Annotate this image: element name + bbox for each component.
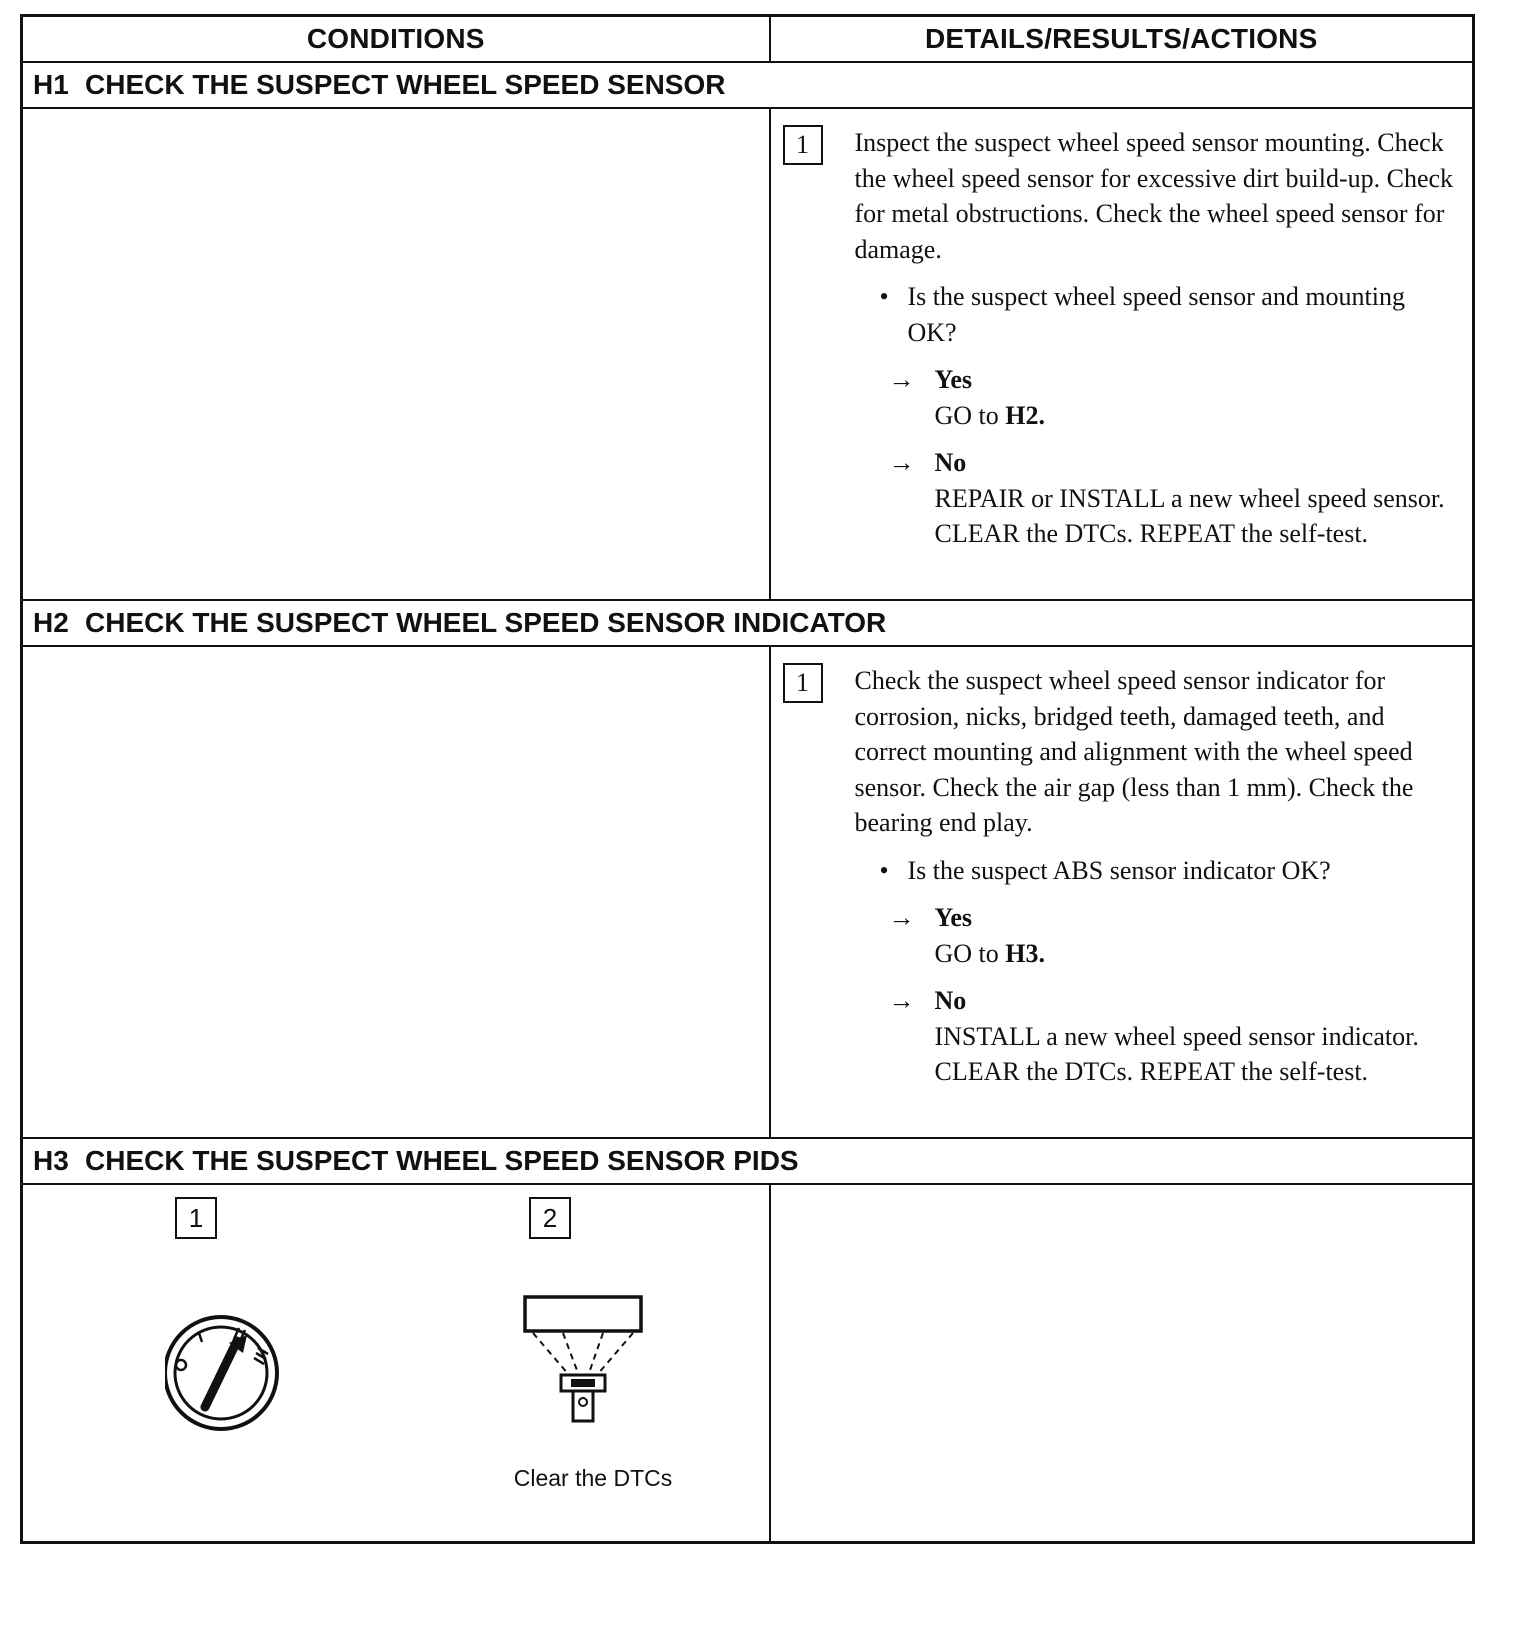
answer-yes-text — [935, 398, 1455, 434]
step-h1-details — [770, 108, 1474, 600]
step-h2-details — [770, 646, 1474, 1138]
answer-no-text: REPAIR or INSTALL a new wheel speed sensor. CLEAR the DTCs. REPEAT the self-test. — [934, 483, 1445, 548]
step-h3-title — [22, 1138, 1474, 1184]
arrow-right-icon: → — [888, 986, 915, 1015]
arrow-right-icon: → — [888, 365, 915, 394]
table-header-row — [22, 16, 1474, 63]
answer-yes — [888, 362, 1455, 433]
bullet-icon: • — [879, 855, 889, 885]
step-h3-body-row — [22, 1184, 1474, 1543]
step-h1-title — [22, 62, 1474, 108]
answer-yes-label: Yes — [934, 903, 973, 932]
step-h1-body-row — [22, 108, 1474, 600]
step-h3-title-row — [22, 1138, 1474, 1184]
figure-number-box: 1 — [175, 1197, 217, 1239]
scan-tool-icon — [523, 1295, 653, 1435]
action-number-box: 1 — [783, 663, 823, 703]
arrow-right-icon: → — [888, 903, 915, 932]
step-h2-conditions — [22, 646, 770, 1138]
answer-no-label: No — [934, 986, 967, 1015]
step-h3-conditions — [22, 1184, 770, 1543]
answer-yes-label: Yes — [934, 365, 973, 394]
figure-number-box: 2 — [529, 1197, 571, 1239]
step-title: CHECK THE SUSPECT WHEEL SPEED SENSOR — [85, 69, 726, 100]
figure-caption: Clear the DTCs — [513, 1465, 673, 1491]
diagnostic-table — [20, 14, 1475, 1544]
answer-yes-target: H2. — [1005, 400, 1046, 430]
answer-no — [888, 445, 1455, 552]
step-title: CHECK THE SUSPECT WHEEL SPEED SENSOR PIDS — [85, 1145, 799, 1176]
conditions-header: CONDITIONS — [22, 16, 770, 63]
step-h2-title-row — [22, 600, 1474, 646]
step-h3-details — [770, 1184, 1474, 1543]
step-id: H1 — [33, 69, 69, 100]
step-id: H2 — [33, 607, 69, 638]
answer-no — [888, 983, 1455, 1090]
question-text: Is the suspect wheel speed sensor and mounting OK? — [907, 282, 1406, 347]
step-h1-conditions — [22, 108, 770, 600]
answer-no-text: INSTALL a new wheel speed sensor indicator. CLEAR the DTCs. REPEAT the self-test. — [934, 1021, 1419, 1086]
answer-yes-action: GO to — [934, 400, 999, 430]
action-text: Inspect the suspect wheel speed sensor mounting. Check the wheel speed sensor for excessive dirt build-up. Check for metal obstructions. Check the wheel speed sensor for damage. — [854, 128, 1454, 264]
ignition-switch-icon — [165, 1315, 285, 1435]
answer-yes — [888, 900, 1455, 971]
step-h1-title-row — [22, 62, 1474, 108]
step-h2-title — [22, 600, 1474, 646]
question-item — [879, 853, 1455, 889]
step-title: CHECK THE SUSPECT WHEEL SPEED SENSOR INDICATOR — [85, 607, 887, 638]
step-h2-body-row — [22, 646, 1474, 1138]
bullet-icon: • — [879, 282, 889, 311]
action-number-box: 1 — [783, 125, 823, 165]
answer-yes-target: H3. — [1005, 938, 1046, 968]
details-header: DETAILS/RESULTS/ACTIONS — [770, 16, 1474, 63]
answer-yes-text — [935, 936, 1455, 972]
step-id: H3 — [33, 1145, 69, 1176]
answer-yes-action: GO to — [934, 938, 999, 968]
action-text: Check the suspect wheel speed sensor indicator for corrosion, nicks, bridged teeth, damaged teeth, and correct mounting and alignment with the wheel speed sensor. Check the air gap (less than 1 mm). Check the bearing end play. — [854, 666, 1414, 837]
arrow-right-icon: → — [888, 448, 915, 477]
answer-no-label: No — [934, 448, 967, 477]
question-text: Is the suspect ABS sensor indicator OK? — [907, 855, 1331, 885]
question-item — [879, 279, 1455, 350]
